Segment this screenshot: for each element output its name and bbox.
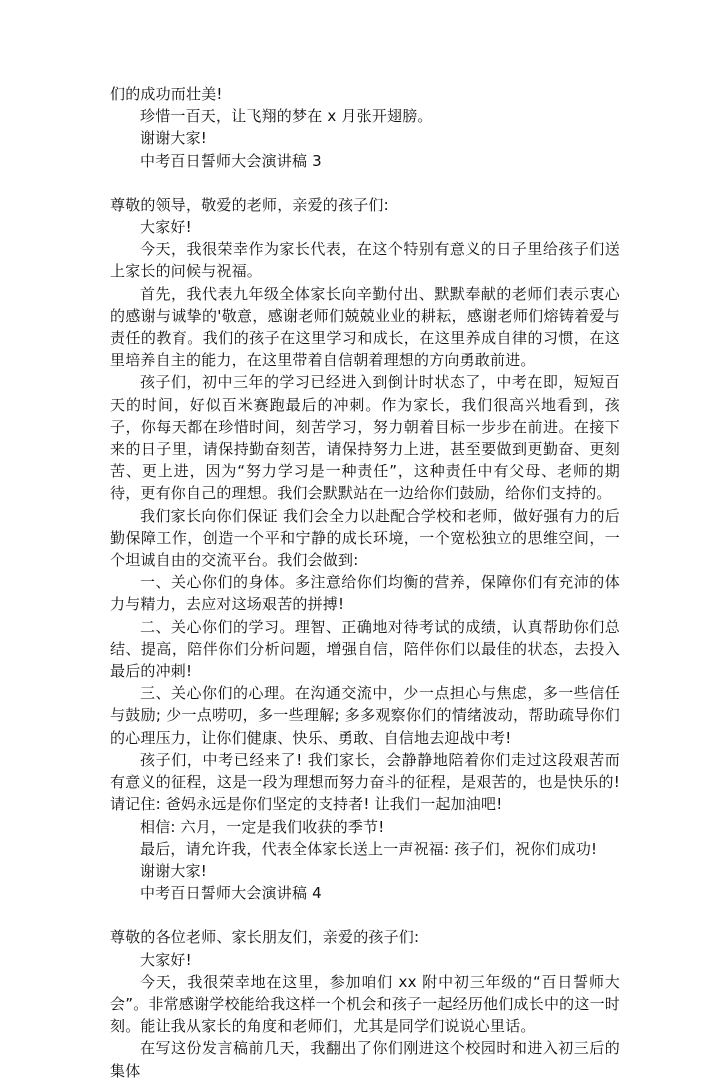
paragraph: 最后，请允许我，代表全体家长送上一声祝福: 孩子们，祝你们成功! [140, 839, 598, 858]
paragraph: 我们家长向你们保证 我们会全力以赴配合学校和老师，做好强有力的后勤保障工作，创造一个平和宁静的成长环境，一个宽松独立的思维空间，一个坦诚自由的交流平台。我们会做到: [110, 506, 620, 570]
paragraph: 首先，我代表九年级全体家长向辛勤付出、默默奉献的老师们表示衷心的感谢与诚挚的'敬意，感谢老师们兢兢业业的耕耘，感谢老师们熔铸着爱与责任的教育。我们的孩子在这里学习和成长，在这里养成自律的习惯，在这里培养自主的能力，在这里带着自信朝着理想的方向勇敢前进。 [110, 284, 620, 370]
paragraph: 三、关心你们的心理。在沟通交流中，少一点担心与焦虑，多一些信任与鼓励; 少一点唠叨，多一些理解; 多多观察你们的情绪波动，帮助疏导你们的心理压力，让你们健康、快乐、勇敢、自信地去迎战中考! [110, 684, 620, 747]
paragraph: 一、关心你们的身体。多注意给你们均衡的营养，保障你们有充沛的体力与精力，去应对这场艰苦的拼搏! [110, 573, 620, 614]
paragraph: 孩子们，初中三年的学习已经进入到倒计时状态了，中考在即，短短百天的时间，好似百米赛跑最后的冲刺。作为家长，我们很高兴地看到，孩子，你每天都在珍惜时间，刻苦学习，努力朝着目标一步步在前进。在接下来的日子里，请保持勤奋刻苦，请保持努力上进，甚至要做到更勤奋、更刻苦、更上进，因为“努力学习是一种责任”，这种责任中有父母、老师的期待，更有你自己的理想。我们会默默站在一边给你们鼓励，给你们支持的。 [110, 373, 620, 503]
paragraph: 大家好! [140, 218, 192, 237]
paragraph: 们的成功而壮美! [110, 85, 223, 103]
paragraph: 谢谢大家! [140, 129, 208, 148]
speech-title-4: 中考百日誓师大会演讲稿 4 [140, 884, 322, 903]
paragraph: 珍惜一百天，让飞翔的梦在 x 月张开翅膀。 [140, 107, 433, 126]
paragraph: 今天，我很荣幸作为家长代表，在这个特别有意义的日子里给孩子们送上家长的问候与祝福。 [110, 240, 620, 281]
paragraph: 今天，我很荣幸地在这里，参加咱们 xx 附中初三年级的“百日誓师大会”。非常感谢学校能给我这样一个机会和孩子一起经历他们成长中的这一时刻。能让我从家长的角度和老师们，尤其是同学们说说心里话。 [110, 972, 620, 1036]
greeting: 尊敬的领导，敬爱的老师，亲爱的孩子们: [110, 195, 389, 214]
speech-title-3: 中考百日誓师大会演讲稿 3 [140, 151, 322, 170]
paragraph: 相信: 六月，一定是我们收获的季节! [140, 817, 385, 836]
paragraph: 在写这份发言稿前几天，我翻出了你们刚进这个校园时和进入初三后的集体 [110, 1039, 620, 1080]
greeting: 尊敬的各位老师、家长朋友们，亲爱的孩子们: [110, 928, 420, 947]
document-body [110, 83, 620, 1082]
blank-line [110, 904, 620, 926]
paragraph: 二、关心你们的学习。理智、正确地对待考试的成绩，认真帮助你们总结、提高，陪伴你们分析问题，增强自信，陪伴你们以最佳的状态，去投入最后的冲刺! [110, 617, 620, 681]
paragraph: 大家好! [140, 950, 192, 969]
paragraph: 孩子们，中考已经来了! 我们家长，会静静地陪着你们走过这段艰苦而有意义的征程，这是一段为理想而努力奋斗的征程，是艰苦的，也是快乐的! 请记住: 爸妈永远是你们坚定的支持者! 让我们一起加油吧! [110, 750, 620, 814]
blank-line [110, 172, 620, 194]
paragraph: 谢谢大家! [140, 861, 208, 880]
